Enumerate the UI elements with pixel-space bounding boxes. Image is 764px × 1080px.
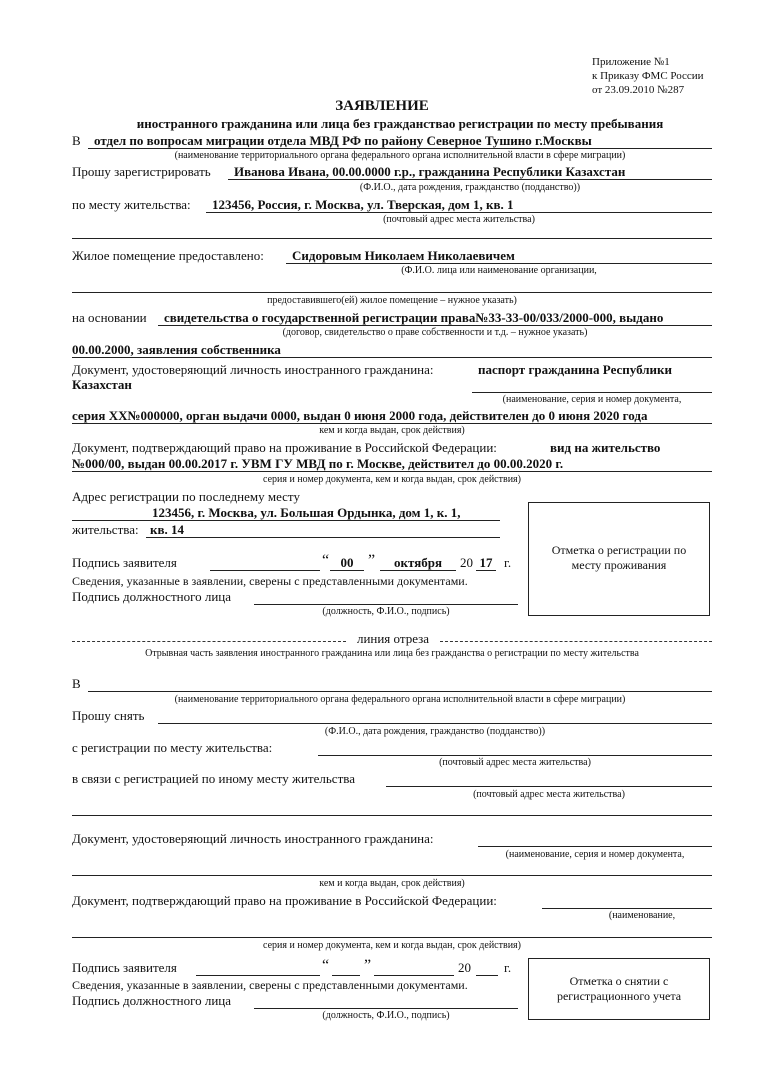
last-address-label-1: Адрес регистрации по последнему месту [72, 489, 300, 504]
bottom-signature-line [196, 975, 320, 976]
verified-text: Сведения, указанные в заявлении, сверены с представленными документами. [72, 574, 468, 588]
id-doc-line-2 [72, 423, 712, 424]
basis-caption: (договор, свидетельство о праве собственности и т.д. – нужное указать) [282, 327, 588, 338]
basis-line [158, 325, 712, 326]
bottom-permit-line [542, 908, 712, 909]
residence-label: по месту жительства: [72, 197, 191, 212]
basis-value-1: свидетельства о государственной регистрации права№33-33-00/033/2000-000, выдано [164, 310, 664, 325]
bottom-id-doc-line [478, 846, 712, 847]
bottom-official-signature-line [254, 1008, 518, 1009]
appendix-line-3: от 23.09.2010 №287 [592, 84, 685, 96]
id-doc-value-1: паспорт гражданина Республики [478, 362, 673, 377]
from-label: с регистрации по месту жительства: [72, 740, 273, 755]
bottom-id-doc-caption-2: кем и когда выдан, срок действия) [319, 878, 465, 889]
bottom-permit-caption-1: (наименование, [608, 910, 676, 921]
bottom-id-doc-label: Документ, удостоверяющий личность иностранного гражданина: [72, 831, 434, 846]
signature-day: 00 [340, 555, 354, 570]
cut-line-label: линия отреза [356, 631, 430, 646]
month-line [380, 570, 456, 571]
authority-value: отдел по вопросам миграции отдела МВД РФ по району Северное Тушино г.Москвы [94, 133, 592, 148]
id-doc-value-3: серия XX№000000, орган выдачи 0000, выдан 0 июня 2000 года, действителен до 0 июня 2020 года [72, 408, 648, 423]
year-suffix: 17 [479, 555, 493, 570]
to-prefix: В [72, 133, 81, 148]
residence-line [206, 212, 712, 213]
bottom-id-doc-caption-1: (наименование, серия и номер документа, [505, 849, 685, 860]
signature-label: Подпись заявителя [72, 555, 177, 570]
housing-line [286, 263, 712, 264]
day-line [330, 570, 364, 571]
year-line [476, 570, 496, 571]
due-line [386, 786, 712, 787]
official-signature-label: Подпись должностного лица [72, 589, 232, 604]
basis-value-2: 00.00.2000, заявления собственника [72, 342, 281, 357]
remove-label: Прошу снять [72, 708, 145, 723]
signature-line [210, 570, 320, 571]
due-caption: (почтовый адрес места жительства) [473, 789, 625, 800]
id-doc-value-2: Казахстан [72, 377, 132, 392]
document-title: ЗАЯВЛЕНИЕ [335, 98, 429, 114]
last-address-value-2: кв. 14 [150, 522, 185, 537]
bottom-official-caption: (должность, Ф.И.О., подпись) [322, 1010, 450, 1021]
signature-month: октября [393, 555, 442, 570]
housing-caption-2: предоставившего(ей) жилое помещение – нужное указать) [267, 295, 517, 306]
bottom-verified-text: Сведения, указанные в заявлении, сверены с представленными документами. [72, 978, 468, 992]
bottom-quote-open: “ [322, 957, 330, 974]
permit-value-1: вид на жительство [550, 440, 661, 455]
last-address-label-2: жительства: [72, 522, 139, 537]
id-doc-label: Документ, удостоверяющий личность иностранного гражданина: [72, 362, 434, 377]
bottom-permit-caption-2: серия и номер документа, кем и когда выдан, срок действия) [263, 940, 521, 951]
remove-line [158, 723, 712, 724]
year-unit: г. [504, 555, 512, 570]
permit-value-2: №000/00, выдан 00.00.2017 г. УВМ ГУ МВД по г. Москве, действител до 00.00.2020 г. [72, 456, 564, 471]
tear-off-caption: Отрывная часть заявления иностранного гражданина или лица без гражданства о регистрации по месту жительства [145, 648, 639, 659]
cut-line-right [440, 641, 712, 642]
bottom-year-prefix: 20 [458, 960, 471, 975]
bottom-year-line [476, 975, 498, 976]
official-caption: (должность, Ф.И.О., подпись) [322, 606, 450, 617]
from-caption: (почтовый адрес места жительства) [439, 757, 591, 768]
appendix-line-2: к Приказу ФМС России [592, 70, 704, 82]
id-doc-caption-1: (наименование, серия и номер документа, [502, 394, 682, 405]
permit-caption: серия и номер документа, кем и когда выдан, срок действия) [263, 474, 521, 485]
residence-value: 123456, Россия, г. Москва, ул. Тверская, дом 1, кв. 1 [212, 197, 514, 212]
official-signature-line [254, 604, 518, 605]
basis-line-2 [72, 357, 712, 358]
residence-extra-line [72, 238, 712, 239]
bottom-month-line [374, 975, 454, 976]
last-address-line-2 [146, 537, 500, 538]
bottom-permit-label: Документ, подтверждающий право на проживание в Российской Федерации: [72, 893, 497, 908]
id-doc-line-1 [472, 392, 712, 393]
residence-caption: (почтовый адрес места жительства) [383, 214, 535, 225]
appendix-line-1: Приложение №1 [592, 56, 670, 68]
bottom-to-prefix: В [72, 676, 81, 691]
housing-value: Сидоровым Николаем Николаевичем [292, 248, 515, 263]
authority-caption: (наименование территориального органа федерального органа исполнительной власти в сфере миграции) [174, 150, 626, 161]
last-address-value-1: 123456, г. Москва, ул. Большая Ордынка, дом 1, к. 1, [152, 505, 461, 520]
bottom-quote-close: ” [364, 957, 372, 974]
year-prefix: 20 [460, 555, 473, 570]
id-doc-caption-2: кем и когда выдан, срок действия) [319, 425, 465, 436]
register-value: Иванова Ивана, 00.00.0000 г.р., гражданина Республики Казахстан [234, 164, 626, 179]
register-caption: (Ф.И.О., дата рождения, гражданство (подданство)) [359, 182, 581, 193]
bottom-authority-line [88, 691, 712, 692]
bottom-authority-caption: (наименование территориального органа федерального органа исполнительной власти в сфере миграции) [174, 694, 626, 705]
register-label: Прошу зарегистрировать [72, 164, 211, 179]
bottom-id-doc-line-2 [72, 875, 712, 876]
permit-line [72, 471, 712, 472]
from-line [318, 755, 712, 756]
register-line [228, 179, 712, 180]
registration-stamp-box [528, 502, 710, 616]
authority-line [88, 148, 712, 149]
housing-caption-1: (Ф.И.О. лица или наименование организации, [401, 265, 597, 276]
housing-label: Жилое помещение предоставлено: [72, 248, 264, 263]
last-address-line-1 [72, 520, 500, 521]
bottom-official-signature-label: Подпись должностного лица [72, 993, 232, 1008]
deregistration-stamp-box [528, 958, 710, 1020]
cut-line-left [72, 641, 346, 642]
permit-label: Документ, подтверждающий право на проживание в Российской Федерации: [72, 440, 497, 455]
bottom-signature-label: Подпись заявителя [72, 960, 177, 975]
remove-caption: (Ф.И.О., дата рождения, гражданство (подданство)) [324, 726, 546, 737]
housing-extra-line [72, 292, 712, 293]
bottom-permit-line-2 [72, 937, 712, 938]
document-subtitle: иностранного гражданина или лица без гражданствао регистрации по месту пребывания [136, 116, 664, 131]
bottom-year-unit: г. [504, 960, 512, 975]
basis-label: на основании [72, 310, 147, 325]
bottom-day-line [332, 975, 360, 976]
quote-close: ” [368, 552, 376, 569]
due-extra-line [72, 815, 712, 816]
due-label: в связи с регистрацией по иному месту жительства [72, 771, 355, 786]
quote-open: “ [322, 552, 330, 569]
deregistration-stamp-text: Отметка о снятии с регистрационного учета [556, 974, 682, 1003]
registration-stamp-text: Отметка о регистрации по месту проживания [551, 543, 687, 572]
